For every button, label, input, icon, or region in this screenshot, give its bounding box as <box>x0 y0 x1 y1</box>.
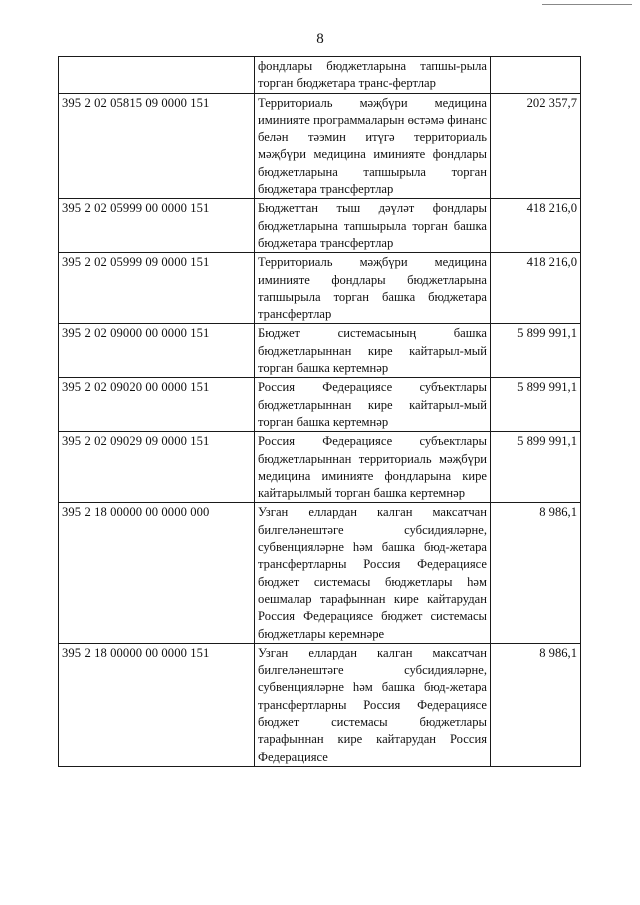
row-description: Россия Федерациясе субъектлары бюджетларыннан кире кайтарыл-мый торган башка кертемнәр <box>255 378 491 432</box>
row-description: Узган еллардан калган максатчан билгеләнештәге субсидияләрне, субвенцияләрне һәм башка бюд-жетара трансфертларны Россия Федерациясе бюджет системасы бюджетлары тарафыннан кире кайтарудан Россия Федерациясе <box>255 643 491 766</box>
row-code: 395 2 18 00000 00 0000 151 <box>59 643 255 766</box>
table-row <box>59 57 581 94</box>
row-code: 395 2 02 05999 09 0000 151 <box>59 253 255 324</box>
table-row <box>59 253 581 324</box>
row-amount: 202 357,7 <box>491 93 581 199</box>
row-code: 395 2 18 00000 00 0000 000 <box>59 503 255 643</box>
row-amount: 5 899 991,1 <box>491 324 581 378</box>
table-row <box>59 324 581 378</box>
row-code: 395 2 02 05999 00 0000 151 <box>59 199 255 253</box>
row-description: Россия Федерациясе субъектлары бюджетларыннан территориаль мәҗбүри медицина иминияте фондларына кире кайтарылмый торган башка кертемнәр <box>255 432 491 503</box>
row-code: 395 2 02 09029 09 0000 151 <box>59 432 255 503</box>
row-code: 395 2 02 09000 00 0000 151 <box>59 324 255 378</box>
table-row <box>59 93 581 199</box>
row-amount: 5 899 991,1 <box>491 432 581 503</box>
row-code: 395 2 02 09020 00 0000 151 <box>59 378 255 432</box>
row-amount: 418 216,0 <box>491 253 581 324</box>
row-description: Бюджеттан тыш дәүләт фондлары бюджетларына тапшырыла торган башка бюджетара трансфертлар <box>255 199 491 253</box>
table-row <box>59 378 581 432</box>
row-description: фондлары бюджетларына тапшы-рыла торган бюджетара транс-фертлар <box>255 57 491 94</box>
row-code <box>59 57 255 94</box>
row-amount: 5 899 991,1 <box>491 378 581 432</box>
table-row <box>59 503 581 643</box>
row-description: Бюджет системасының башка бюджетларыннан кире кайтарыл-мый торган башка кертемнәр <box>255 324 491 378</box>
row-amount: 418 216,0 <box>491 199 581 253</box>
row-description: Территориаль мәҗбүри медицина иминияте фондлары бюджетларына тапшырыла торган башка бюджетара трансфертлар <box>255 253 491 324</box>
row-amount: 8 986,1 <box>491 503 581 643</box>
page-number: 8 <box>316 31 324 47</box>
budget-table <box>58 56 581 767</box>
table-row <box>59 643 581 766</box>
table-row <box>59 199 581 253</box>
row-amount <box>491 57 581 94</box>
table-row <box>59 432 581 503</box>
row-description: Территориаль мәҗбүри медицина иминияте программаларын өстәмә финанс белән тәэмин итүгә территориаль мәҗбүри медицина иминияте фондлары бюджетларына тапшырыла торган бюджетара трансфертлар <box>255 93 491 199</box>
row-amount: 8 986,1 <box>491 643 581 766</box>
corner-scan-mark <box>542 4 626 5</box>
row-description: Узган еллардан калган максатчан билгеләнештәге субсидияләрне, субвенцияләрне һәм башка бюд-жетара трансфертларны Россия Федерациясе бюджет системасы бюджетлары һәм оешмалар тарафыннан кире кайтарудан Россия Федерациясе бюджет системасы бюджетлары керемнәре <box>255 503 491 643</box>
row-code: 395 2 02 05815 09 0000 151 <box>59 93 255 199</box>
